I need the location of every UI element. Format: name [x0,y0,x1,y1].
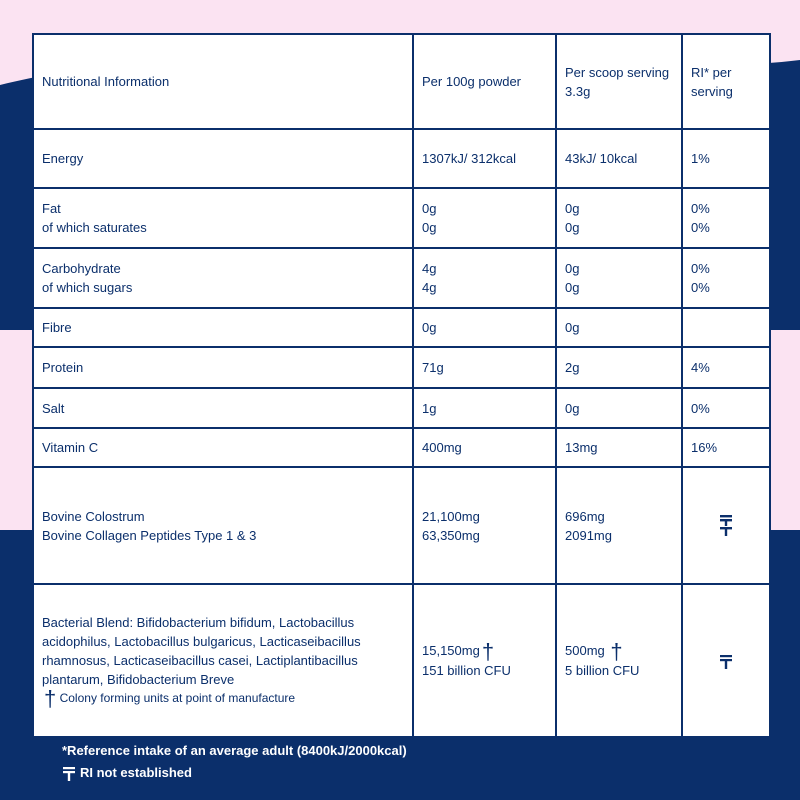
value-line: 0% [691,220,710,235]
header-row [33,34,770,129]
bacterial-blend-label: Bacterial Blend: Bifidobacterium bifidum, Lactobacillus acidophilus, Lactobacillus bulgaricus, Lacticaseibacillus rhamnosus, Lacticaseibacillus casei, Lactiplantibacillus plantarum, Bifidobacterium Breve [42,615,361,687]
row-label [33,188,413,248]
value-line: 0g [422,201,437,216]
value-line: 0% [691,280,710,295]
row-label: Vitamin C [33,428,413,467]
per-scoop-value: 2g [556,347,682,388]
ri-value [682,248,770,308]
ri-value: 16% [682,428,770,467]
col-header-ri: RI* per serving [682,34,770,129]
per-scoop-value: 0g [556,388,682,428]
row-label [33,248,413,308]
ri-value [682,188,770,248]
per-scoop-value [556,248,682,308]
table-row-fat [33,188,770,248]
ri-value [682,308,770,347]
double-t-bar-icon [719,514,733,538]
row-label: Salt [33,388,413,428]
table-row-vitamin-c [33,428,770,467]
value-line: 500mg [565,643,605,659]
ri-value: 1% [682,129,770,188]
row-sublabel-line: of which sugars [42,280,133,295]
per-scoop-value [556,467,682,584]
value-line: 0% [691,201,710,216]
ri-not-established-note [62,765,192,782]
row-sublabel-line: of which saturates [42,220,147,235]
ri-not-established-cell [682,467,770,584]
value-line: 2091mg [565,527,612,543]
row-label: Protein [33,347,413,388]
row-label: Fibre [33,308,413,347]
col-header-per-scoop: Per scoop serving 3.3g [556,34,682,129]
table-row-protein [33,347,770,388]
dagger-icon: † [481,638,495,664]
value-line: 4g [422,280,437,295]
per-scoop-value: 0g [556,308,682,347]
row-label [33,467,413,584]
per-100g-value [413,188,556,248]
row-label-line: Fat [42,201,61,216]
value-line: 696mg [565,508,605,524]
value-line: 63,350mg [422,527,480,543]
per-scoop-value [556,188,682,248]
row-label: Energy [33,129,413,188]
value-line: 0g [565,261,580,276]
value-line: 0% [691,261,710,276]
cfu-footnote-text: Colony forming units at point of manufacture [59,691,296,705]
value-line: 0g [565,220,580,235]
dagger-icon: † [610,638,623,664]
col-header-per-100g: Per 100g powder [413,34,556,129]
row-label-line: Carbohydrate [42,261,121,276]
value-line: 21,100mg [422,508,480,524]
dagger-icon: † [44,685,57,711]
value-line: 4g [422,261,437,276]
table-row-bacterial-blend [33,584,770,737]
per-100g-value [413,584,556,737]
per-100g-value: 1307kJ/ 312kcal [413,129,556,188]
per-100g-value: 71g [413,347,556,388]
ri-value: 0% [682,388,770,428]
per-scoop-value: 13mg [556,428,682,467]
row-label [33,584,413,737]
table-row-fibre [33,308,770,347]
value-line: 0g [565,280,580,295]
value-line: 5 billion CFU [565,662,640,678]
table-row-carbohydrate [33,248,770,308]
ri-value: 4% [682,347,770,388]
cfu-footnote [42,685,412,711]
per-100g-value: 0g [413,308,556,347]
per-100g-value [413,248,556,308]
table-row-salt [33,388,770,428]
per-100g-value [413,467,556,584]
per-scoop-value [556,584,682,737]
ri-not-established-text: RI not established [80,765,192,780]
row-label-line: Bovine Colostrum [42,508,145,524]
table-row-energy [33,129,770,188]
per-scoop-value: 43kJ/ 10kcal [556,129,682,188]
per-100g-value: 400mg [413,428,556,467]
reference-intake-note: *Reference intake of an average adult (8400kJ/2000kcal) [62,743,407,758]
double-t-bar-icon [719,654,733,670]
row-label-line: Bovine Collagen Peptides Type 1 & 3 [42,527,257,543]
value-line: 15,150mg [422,643,480,659]
double-t-bar-icon [62,766,76,782]
value-line: 0g [565,201,580,216]
value-line: 0g [422,220,437,235]
value-line: 151 billion CFU [422,662,511,678]
per-100g-value: 1g [413,388,556,428]
ri-not-established-cell [682,584,770,737]
table-row-colostrum [33,467,770,584]
nutrition-table [32,33,771,738]
table-title: Nutritional Information [33,34,413,129]
